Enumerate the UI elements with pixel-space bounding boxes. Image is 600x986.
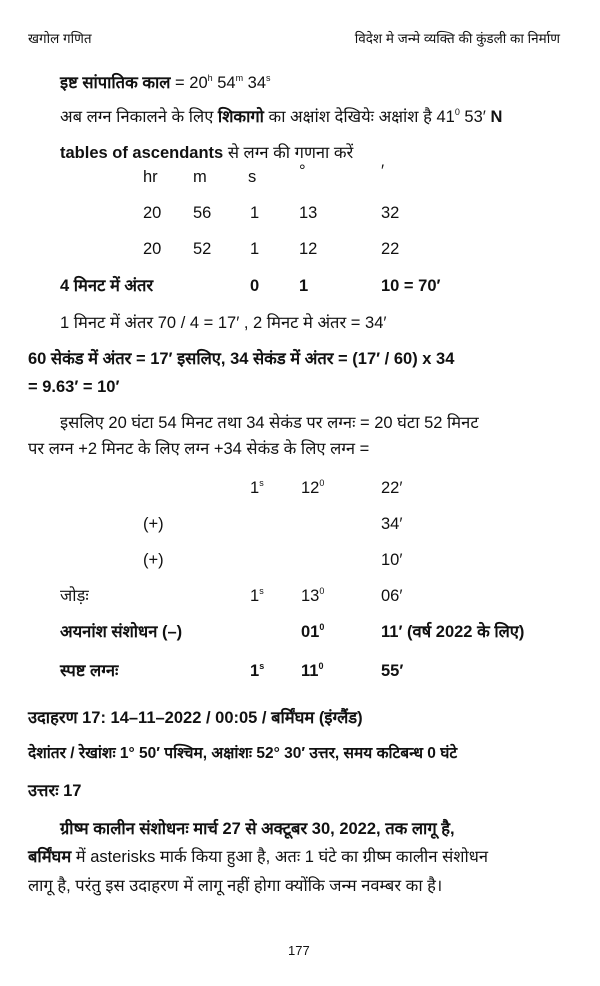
- minute: 06′: [381, 587, 403, 605]
- city: बर्मिंघम: [28, 848, 72, 866]
- direction: N: [490, 108, 503, 126]
- cell: 10 = 70′: [381, 277, 441, 295]
- minute: 11′ (वर्ष 2022 के लिए): [381, 623, 525, 641]
- cell: 22: [381, 240, 400, 258]
- col-header: hr: [143, 168, 158, 186]
- minute: 34′: [381, 515, 403, 533]
- col-header: s: [248, 168, 257, 186]
- cell: 1: [250, 204, 260, 222]
- sign: 1$^s$: [250, 661, 265, 680]
- cell: 13: [299, 204, 318, 222]
- text: अब लग्न निकालने के लिए: [60, 108, 218, 126]
- sixty-second-line: 60 सेकंड में अंतर = 17′ इसलिए, 34 सेकंड में अंतर = (17′ / 60) x 34: [28, 350, 455, 368]
- sidereal-label: इष्ट सांपातिक काल: [60, 74, 171, 92]
- paragraph-line: पर लग्न +2 मिनट के लिए लग्न +34 सेकंड के लिए लग्न =: [28, 440, 370, 458]
- example-title: उदाहरण 17: 14–11–2022 / 00:05 / बर्मिंघम (इंग्लैंड): [28, 709, 363, 727]
- minute: 10′: [381, 551, 403, 569]
- cell: 56: [193, 204, 212, 222]
- hours: = 20: [170, 74, 208, 92]
- degree: $12^0$: [301, 478, 325, 497]
- result-line: = 9.63′ = 10′: [28, 378, 120, 396]
- h-sup: h: [207, 73, 213, 83]
- degree: $13^0$: [301, 586, 325, 605]
- col-header: m: [193, 168, 207, 186]
- running-header-right: विदेश मे जन्मे व्यक्ति की कुंडली का निर्माण: [354, 31, 560, 46]
- plus-label: (+): [143, 551, 164, 569]
- degree: $11^0$: [301, 661, 324, 680]
- s-sup: s: [266, 73, 271, 83]
- city: शिकागो: [217, 108, 264, 126]
- text: में asterisks मार्क किया हुआ है, अतः 1 घंटे का ग्रीष्म कालीन संशोधन: [71, 848, 489, 866]
- col-header: °: [299, 162, 306, 180]
- tables-line: [60, 142, 353, 164]
- paragraph-line: लागू है, परंतु इस उदाहरण में लागू नहीं होगा क्योंकि जन्म नवम्बर का है।: [28, 877, 443, 895]
- plus-label: (+): [143, 515, 164, 533]
- paragraph-line: ग्रीष्म कालीन संशोधनः मार्च 27 से अक्टूबर 30, 2022, तक लागू है,: [60, 820, 455, 838]
- example-answer: उत्तरः 17: [28, 782, 82, 800]
- example-coords: देशांतर / रेखांशः 1° 50′ पश्चिम, अक्षांशः 52° 30′ उत्तर, समय कटिबन्ध 0 घंटे: [28, 745, 458, 762]
- diff-label: 4 मिनट में अंतर: [60, 277, 154, 295]
- text: का अक्षांश देखियेः अक्षांश है 41: [263, 108, 455, 126]
- degree-sup: 0: [454, 107, 460, 117]
- cell: 32: [381, 204, 400, 222]
- sign: 1$^s$: [250, 586, 264, 605]
- tables-term: tables of ascendants: [60, 144, 224, 162]
- cell: 20: [143, 240, 162, 258]
- paragraph-line: इसलिए 20 घंटा 54 मिनट तथा 34 सेकंड पर लग्नः = 20 घंटा 52 मिनट: [60, 414, 479, 432]
- sidereal-time-line: [60, 72, 271, 94]
- cell: 52: [193, 240, 212, 258]
- m-sup: m: [235, 73, 244, 83]
- running-header-left: खगोल गणित: [28, 31, 92, 46]
- sign: 1$^s$: [250, 478, 264, 497]
- cell: 1: [299, 277, 309, 295]
- sum-label: जोड़ः: [60, 587, 89, 605]
- seconds: 34: [243, 74, 267, 92]
- lagna-label: स्पष्ट लग्नः: [60, 662, 119, 680]
- minute: 22′: [381, 479, 403, 497]
- latitude-line: [60, 106, 502, 128]
- ayanamsha-label: अयनांश संशोधन (–): [60, 623, 183, 641]
- text: से लग्न की गणना करें: [223, 144, 354, 162]
- page-number: 177: [288, 943, 310, 958]
- one-minute-line: 1 मिनट में अंतर 70 / 4 = 17′ , 2 मिनट मे अंतर = 34′: [60, 314, 387, 332]
- cell: 1: [250, 240, 260, 258]
- degree: $01^0$: [301, 622, 325, 641]
- cell: 0: [250, 277, 260, 295]
- paragraph-line: [28, 846, 488, 868]
- col-header: ′: [381, 162, 385, 180]
- minute: 55′: [381, 662, 404, 680]
- minutes: 54: [212, 74, 236, 92]
- cell: 12: [299, 240, 318, 258]
- minutes: 53′: [459, 108, 491, 126]
- cell: 20: [143, 204, 162, 222]
